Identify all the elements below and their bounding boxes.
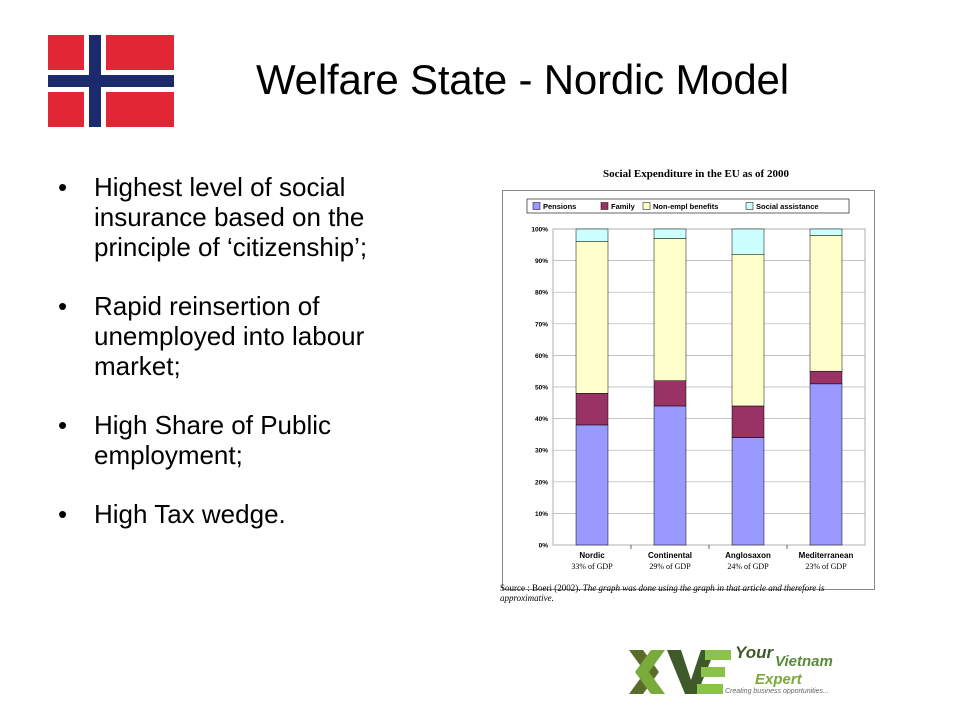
y-tick-label: 80% — [534, 289, 548, 297]
bar-segment — [576, 425, 608, 545]
bar-segment — [576, 393, 608, 425]
bar-segment — [654, 229, 686, 238]
legend-label: Social assistance — [756, 202, 819, 211]
x-category-sublabel: 33% of GDP — [571, 562, 613, 571]
bar-segment — [732, 229, 764, 254]
chart-title: Social Expenditure in the EU as of 2000 — [603, 168, 789, 180]
bar-segment — [654, 381, 686, 406]
x-category-sublabel: 24% of GDP — [727, 562, 769, 571]
source-label: Source : Boeri (2002). — [500, 583, 581, 593]
xve-logo-mark — [625, 646, 735, 698]
legend-swatch — [643, 203, 650, 210]
legend-swatch — [746, 203, 753, 210]
x-category-sublabel: 29% of GDP — [649, 562, 691, 571]
bar-segment — [732, 406, 764, 438]
chart-source — [500, 583, 880, 603]
norway-flag — [48, 35, 174, 127]
bullet-item: • Rapid reinsertion of unemployed into labour market; — [58, 291, 448, 381]
bar-segment — [732, 438, 764, 545]
chart-frame — [502, 190, 875, 590]
x-category-label: Anglosaxon — [725, 551, 771, 560]
x-category-label: Nordic — [579, 551, 605, 560]
bullet-item: • Highest level of social insurance based on the principle of ‘citizenship’; — [58, 172, 448, 262]
x-category-label: Mediterranean — [798, 551, 854, 560]
logo-expert: Expert — [755, 671, 802, 688]
logo-your: Your — [735, 643, 774, 662]
source-note: The graph was done using the graph in that article and therefore is approximative. — [500, 583, 825, 603]
bar-segment — [654, 238, 686, 380]
y-tick-label: 90% — [534, 258, 548, 266]
y-tick-label: 10% — [534, 510, 548, 518]
y-tick-label: 100% — [531, 226, 548, 234]
y-tick-label: 30% — [534, 447, 548, 455]
chart-figure — [496, 150, 896, 625]
x-category-label: Continental — [648, 551, 692, 560]
y-tick-label: 0% — [538, 542, 548, 550]
y-tick-label: 40% — [534, 416, 548, 424]
y-tick-label: 20% — [534, 479, 548, 487]
legend-label: Family — [611, 202, 635, 211]
x-category-sublabel: 23% of GDP — [805, 562, 847, 571]
y-tick-label: 50% — [534, 384, 548, 392]
y-tick-label: 70% — [534, 321, 548, 329]
bar-segment — [810, 384, 842, 545]
legend-swatch — [533, 203, 540, 210]
bar-segment — [810, 229, 842, 235]
logo-vietnam: Vietnam — [775, 653, 833, 670]
company-logo — [625, 640, 865, 700]
bullet-item: • High Share of Public employment; — [58, 410, 448, 470]
bar-segment — [654, 406, 686, 545]
bar-segment — [576, 229, 608, 242]
legend-label: Non-empl benefits — [653, 202, 719, 211]
legend-swatch — [601, 203, 608, 210]
bar-segment — [576, 242, 608, 394]
y-tick-label: 60% — [534, 352, 548, 360]
legend-label: Pensions — [543, 202, 577, 211]
slide-title: Welfare State - Nordic Model — [256, 56, 789, 103]
bar-segment — [810, 235, 842, 371]
logo-tagline: Creating business opportunities... — [725, 688, 829, 695]
stacked-bar-chart — [503, 191, 874, 589]
bar-segment — [810, 371, 842, 384]
bar-segment — [732, 254, 764, 406]
bullet-item: • High Tax wedge. — [58, 499, 448, 529]
bullet-list — [58, 172, 448, 558]
